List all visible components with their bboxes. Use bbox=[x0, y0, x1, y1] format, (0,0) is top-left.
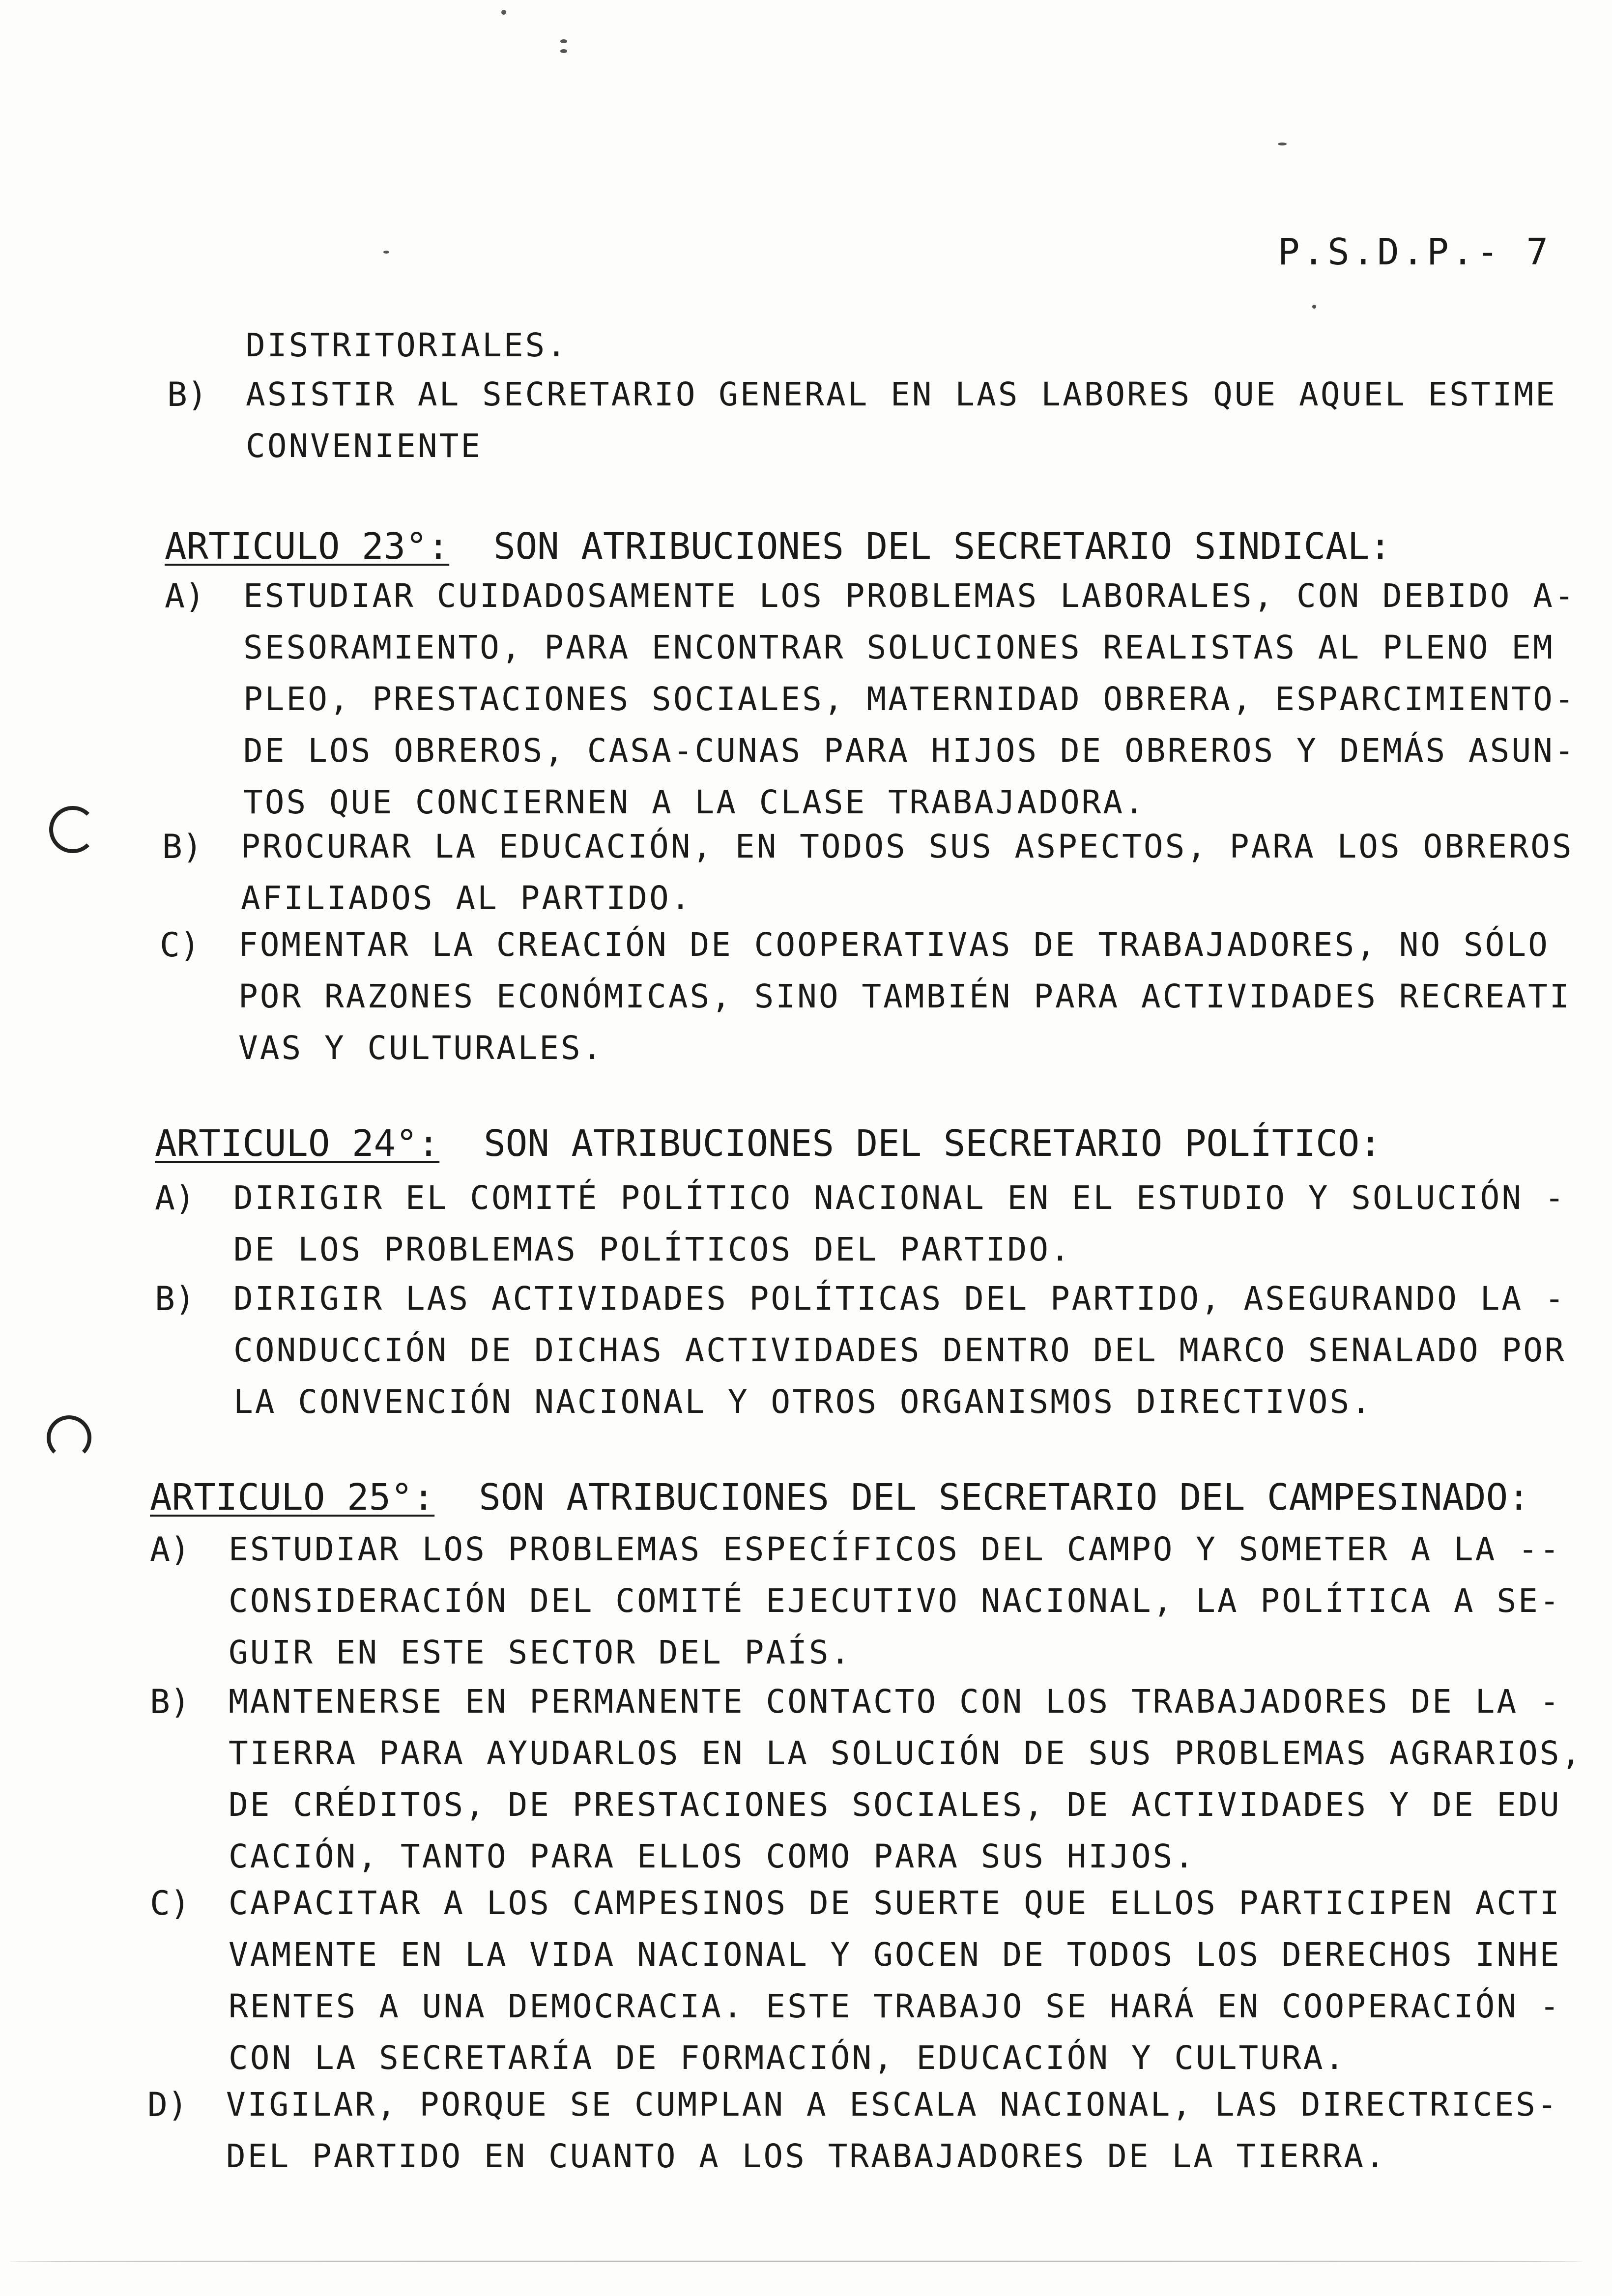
item-line: VAMENTE EN LA VIDA NACIONAL Y GOCEN DE TODOS LOS DERECHOS INHE bbox=[229, 1936, 1561, 1974]
item-line: DE LOS PROBLEMAS POLÍTICOS DEL PARTIDO. bbox=[233, 1231, 1072, 1268]
item-line: GUIR EN ESTE SECTOR DEL PAÍS. bbox=[229, 1634, 852, 1671]
punch-hole-mark bbox=[47, 1415, 91, 1460]
item-marker: A) bbox=[165, 577, 205, 616]
page-reference: P.S.D.P.- 7 bbox=[1278, 231, 1552, 273]
item-line: PROCURAR LA EDUCACIÓN, EN TODOS SUS ASPECTOS, PARA LOS OBREROS bbox=[241, 828, 1574, 865]
item-marker: B) bbox=[162, 828, 202, 866]
item-line: DE CRÉDITOS, DE PRESTACIONES SOCIALES, DE ACTIVIDADES Y DE EDU bbox=[229, 1786, 1561, 1824]
item-line: ESTUDIAR LOS PROBLEMAS ESPECÍFICOS DEL CAMPO Y SOMETER A LA -- bbox=[229, 1530, 1561, 1568]
article-heading: SON ATRIBUCIONES DEL SECRETARIO SINDICAL: bbox=[493, 525, 1391, 568]
scan-speck bbox=[383, 251, 389, 254]
scan-speck bbox=[10, 2261, 1583, 2262]
item-line: MANTENERSE EN PERMANENTE CONTACTO CON LOS TRABAJADORES DE LA - bbox=[229, 1683, 1561, 1721]
item-line: CONVENIENTE bbox=[246, 427, 483, 465]
item-line: SESORAMIENTO, PARA ENCONTRAR SOLUCIONES REALISTAS AL PLENO EM bbox=[243, 629, 1554, 666]
article-title bbox=[155, 1122, 1382, 1165]
item-line: CACIÓN, TANTO PARA ELLOS COMO PARA SUS HIJOS. bbox=[229, 1837, 1196, 1875]
item-line: VIGILAR, PORQUE SE CUMPLAN A ESCALA NACIONAL, LAS DIRECTRICES- bbox=[226, 2086, 1559, 2124]
scan-speck bbox=[560, 49, 567, 53]
item-line: LA CONVENCIÓN NACIONAL Y OTROS ORGANISMOS DIRECTIVOS. bbox=[233, 1383, 1373, 1421]
punch-hole-mark bbox=[49, 806, 96, 853]
item-marker: D) bbox=[147, 2086, 188, 2124]
item-line: DIRIGIR LAS ACTIVIDADES POLÍTICAS DEL PARTIDO, ASEGURANDO LA - bbox=[233, 1280, 1566, 1318]
item-line: POR RAZONES ECONÓMICAS, SINO TAMBIÉN PARA ACTIVIDADES RECREATI bbox=[238, 977, 1571, 1015]
item-line: CON LA SECRETARÍA DE FORMACIÓN, EDUCACIÓN Y CULTURA. bbox=[229, 2039, 1347, 2077]
item-line: PLEO, PRESTACIONES SOCIALES, MATERNIDAD OBRERA, ESPARCIMIENTO- bbox=[243, 680, 1576, 718]
item-line: TIERRA PARA AYUDARLOS EN LA SOLUCIÓN DE SUS PROBLEMAS AGRARIOS, bbox=[229, 1734, 1583, 1772]
item-marker: A) bbox=[155, 1179, 195, 1218]
article-number: ARTICULO 23°: bbox=[165, 525, 450, 568]
article-title bbox=[165, 525, 1391, 568]
item-line: AFILIADOS AL PARTIDO. bbox=[241, 879, 692, 917]
scan-speck bbox=[560, 39, 567, 43]
article-number: ARTICULO 25°: bbox=[150, 1476, 435, 1519]
item-line: VAS Y CULTURALES. bbox=[238, 1029, 604, 1067]
item-line: CONSIDERACIÓN DEL COMITÉ EJECUTIVO NACIONAL, LA POLÍTICA A SE- bbox=[229, 1582, 1561, 1620]
item-line: ASISTIR AL SECRETARIO GENERAL EN LAS LABORES QUE AQUEL ESTIME bbox=[246, 375, 1557, 413]
item-line: CONDUCCIÓN DE DICHAS ACTIVIDADES DENTRO DEL MARCO SENALADO POR bbox=[233, 1331, 1566, 1369]
item-line: ESTUDIAR CUIDADOSAMENTE LOS PROBLEMAS LABORALES, CON DEBIDO A- bbox=[243, 577, 1576, 615]
article-title bbox=[150, 1476, 1530, 1519]
continuation-text: DISTRITORIALES. bbox=[246, 326, 569, 364]
item-line: FOMENTAR LA CREACIÓN DE COOPERATIVAS DE TRABAJADORES, NO SÓLO bbox=[238, 926, 1550, 964]
item-line: DE LOS OBREROS, CASA-CUNAS PARA HIJOS DE OBREROS Y DEMÁS ASUN- bbox=[243, 732, 1576, 770]
scan-speck bbox=[1312, 305, 1316, 309]
item-marker: C) bbox=[160, 926, 200, 965]
item-line: DIRIGIR EL COMITÉ POLÍTICO NACIONAL EN EL ESTUDIO Y SOLUCIÓN - bbox=[233, 1179, 1566, 1217]
item-line: DEL PARTIDO EN CUANTO A LOS TRABAJADORES DE LA TIERRA. bbox=[226, 2137, 1387, 2175]
article-heading: SON ATRIBUCIONES DEL SECRETARIO DEL CAMPESINADO: bbox=[479, 1476, 1530, 1519]
article-number: ARTICULO 24°: bbox=[155, 1122, 440, 1165]
item-marker: A) bbox=[150, 1530, 190, 1569]
article-heading: SON ATRIBUCIONES DEL SECRETARIO POLÍTICO: bbox=[484, 1122, 1382, 1165]
item-line: TOS QUE CONCIERNEN A LA CLASE TRABAJADORA. bbox=[243, 783, 1146, 821]
scan-speck bbox=[1278, 143, 1287, 145]
item-marker: B) bbox=[155, 1280, 195, 1319]
scan-speck bbox=[501, 10, 506, 15]
item-marker: C) bbox=[150, 1884, 190, 1923]
item-line: CAPACITAR A LOS CAMPESINOS DE SUERTE QUE ELLOS PARTICIPEN ACTI bbox=[229, 1884, 1561, 1922]
item-marker: B) bbox=[167, 375, 207, 414]
item-marker: B) bbox=[150, 1683, 190, 1722]
item-line: RENTES A UNA DEMOCRACIA. ESTE TRABAJO SE HARÁ EN COOPERACIÓN - bbox=[229, 1987, 1561, 2025]
